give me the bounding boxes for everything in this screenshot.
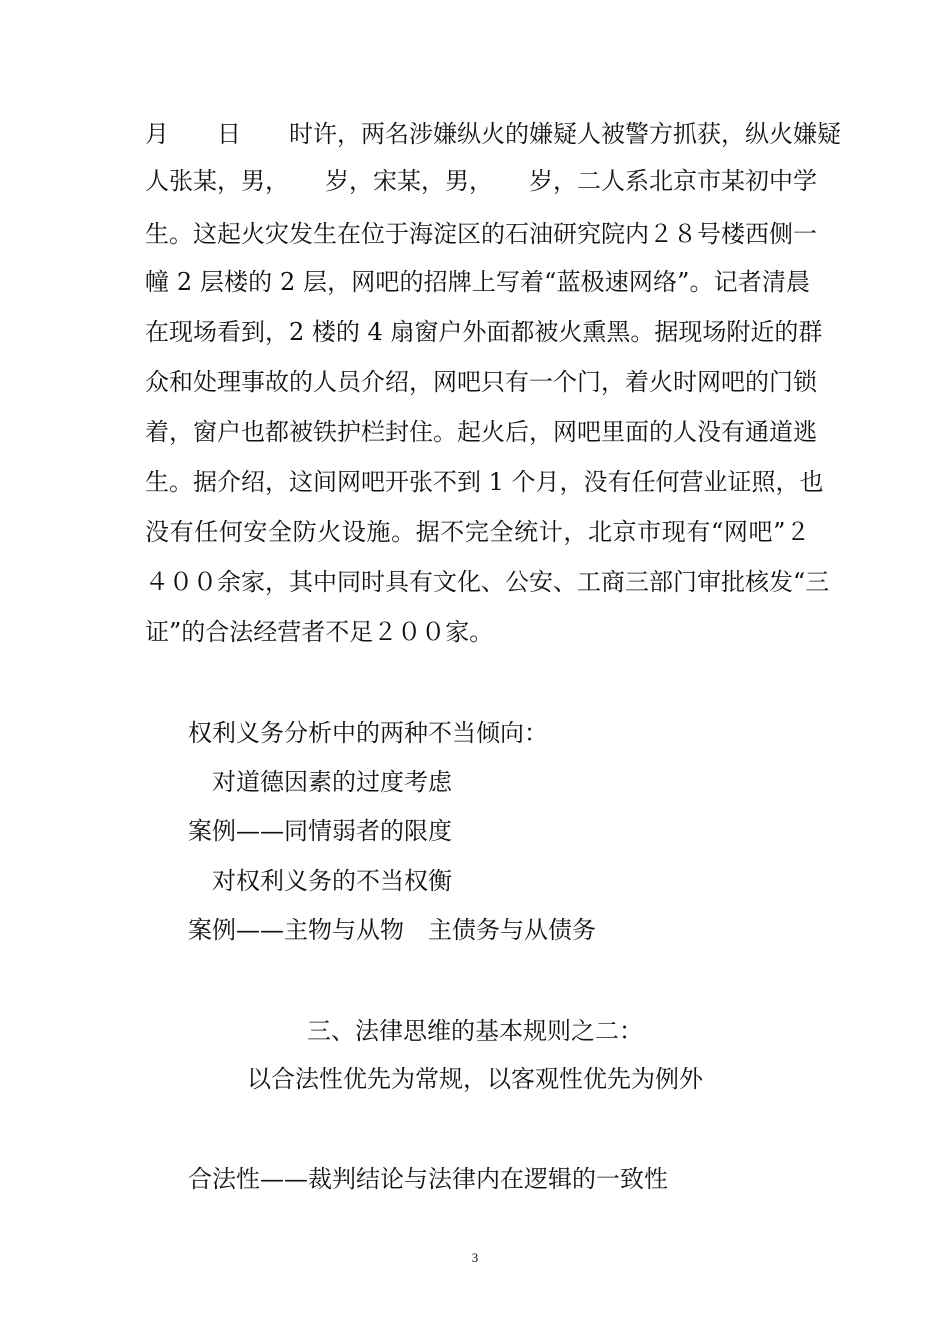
paragraph-line-1: 月 日 时许，两名涉嫌纵火的嫌疑人被警方抓获，纵火嫌疑 <box>145 120 841 148</box>
paragraph-line-3: 生。这起火灾发生在位于海淀区的石油研究院内２８号楼西侧一 <box>145 220 817 248</box>
paragraph-line-2: 人张某，男， 岁，宋某，男， 岁，二人系北京市某初中学 <box>145 167 817 195</box>
outline-point-two: 对权利义务的不当权衡 <box>212 867 452 895</box>
paragraph-line-9: 没有任何安全防火设施。据不完全统计，北京市现有“网吧”２ <box>145 518 810 546</box>
paragraph-line-8: 生。据介绍，这间网吧开张不到 1 个月，没有任何营业证照，也 <box>145 468 824 496</box>
outline-case-two: 案例——主物与从物 主债务与从债务 <box>188 916 596 944</box>
page-number: 3 <box>471 1250 479 1265</box>
paragraph-line-6: 众和处理事故的人员介绍，网吧只有一个门，着火时网吧的门锁 <box>145 368 817 396</box>
outline-heading: 权利义务分析中的两种不当倾向： <box>188 719 548 747</box>
paragraph-line-10: ４００余家，其中同时具有文化、公安、工商三部门审批核发“三 <box>145 568 830 596</box>
paragraph-line-4: 幢 2 层楼的 2 层，网吧的招牌上写着“蓝极速网络”。记者清晨 <box>145 268 810 296</box>
paragraph-line-11: 证”的合法经营者不足２００家。 <box>145 618 494 646</box>
legality-definition: 合法性——裁判结论与法律内在逻辑的一致性 <box>188 1165 668 1193</box>
paragraph-line-5: 在现场看到，2 楼的 4 扇窗户外面都被火熏黑。据现场附近的群 <box>145 318 823 346</box>
outline-case-one: 案例——同情弱者的限度 <box>188 817 452 845</box>
section-title: 三、法律思维的基本规则之二： <box>307 1017 643 1045</box>
section-subtitle: 以合法性优先为常规，以客观性优先为例外 <box>247 1065 703 1093</box>
paragraph-line-7: 着，窗户也都被铁护栏封住。起火后，网吧里面的人没有通道逃 <box>145 418 817 446</box>
outline-point-one: 对道德因素的过度考虑 <box>212 768 452 796</box>
